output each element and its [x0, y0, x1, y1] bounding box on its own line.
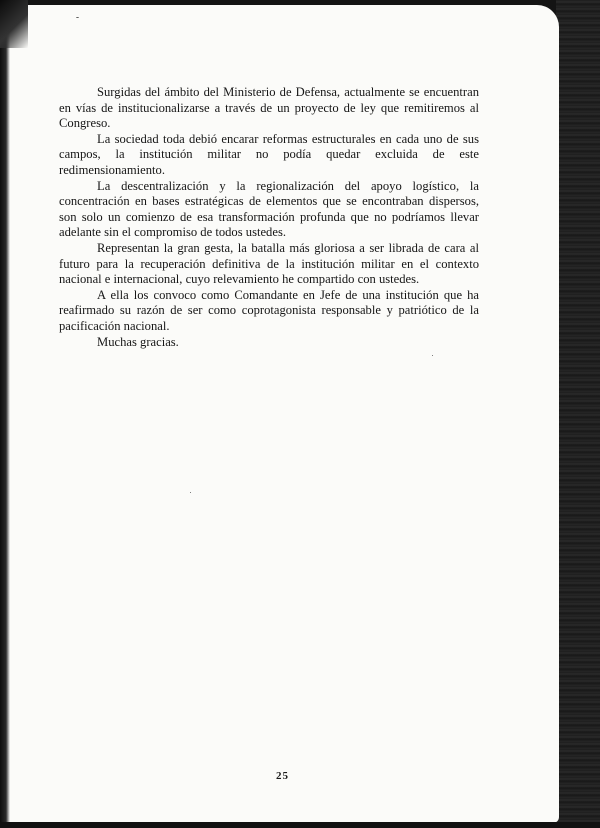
paragraph-5: A ella los convoco como Comandante en Jefe de una institución que ha reafirmado su razón de ser como coprotagonista responsable y patriótico de la pacificación nacional.: [59, 287, 479, 333]
scan-speck: [190, 492, 191, 493]
document-page: [6, 5, 559, 823]
paragraph-4: Representan la gran gesta, la batalla más gloriosa a ser librada de cara al futuro para la recuperación definitiva de la institución militar en el contexto nacional e internacional, cuyo relevamiento he compartido con ustedes.: [59, 240, 479, 287]
scan-bottom-edge: [0, 822, 600, 828]
scan-right-edge: [556, 0, 600, 828]
page-number: 25: [276, 770, 289, 782]
scan-left-binding: [0, 0, 10, 828]
scan-corner-shadow: [0, 0, 28, 48]
scan-speck: [76, 17, 79, 18]
scan-speck: [432, 355, 433, 356]
paragraph-6: Muchas gracias.: [97, 334, 179, 349]
paragraph-2: La sociedad toda debió encarar reformas estructurales en cada uno de sus campos, la institución militar no podía quedar excluida de este redimensionamiento.: [59, 131, 479, 177]
paragraph-3: La descentralización y la regionalización del apoyo logístico, la concentración en bases estratégicas de elementos que se encontraban dispersos, son solo un comienzo de esa transformación profunda que no podríamos llevar adelante sin el compromiso de todos ustedes.: [59, 178, 479, 240]
paragraph-1: Surgidas del ámbito del Ministerio de Defensa, actualmente se encuentran en vías de institucionalizarse a través de un proyecto de ley que remitiremos al Congreso.: [59, 85, 479, 131]
body-text: [59, 85, 479, 350]
